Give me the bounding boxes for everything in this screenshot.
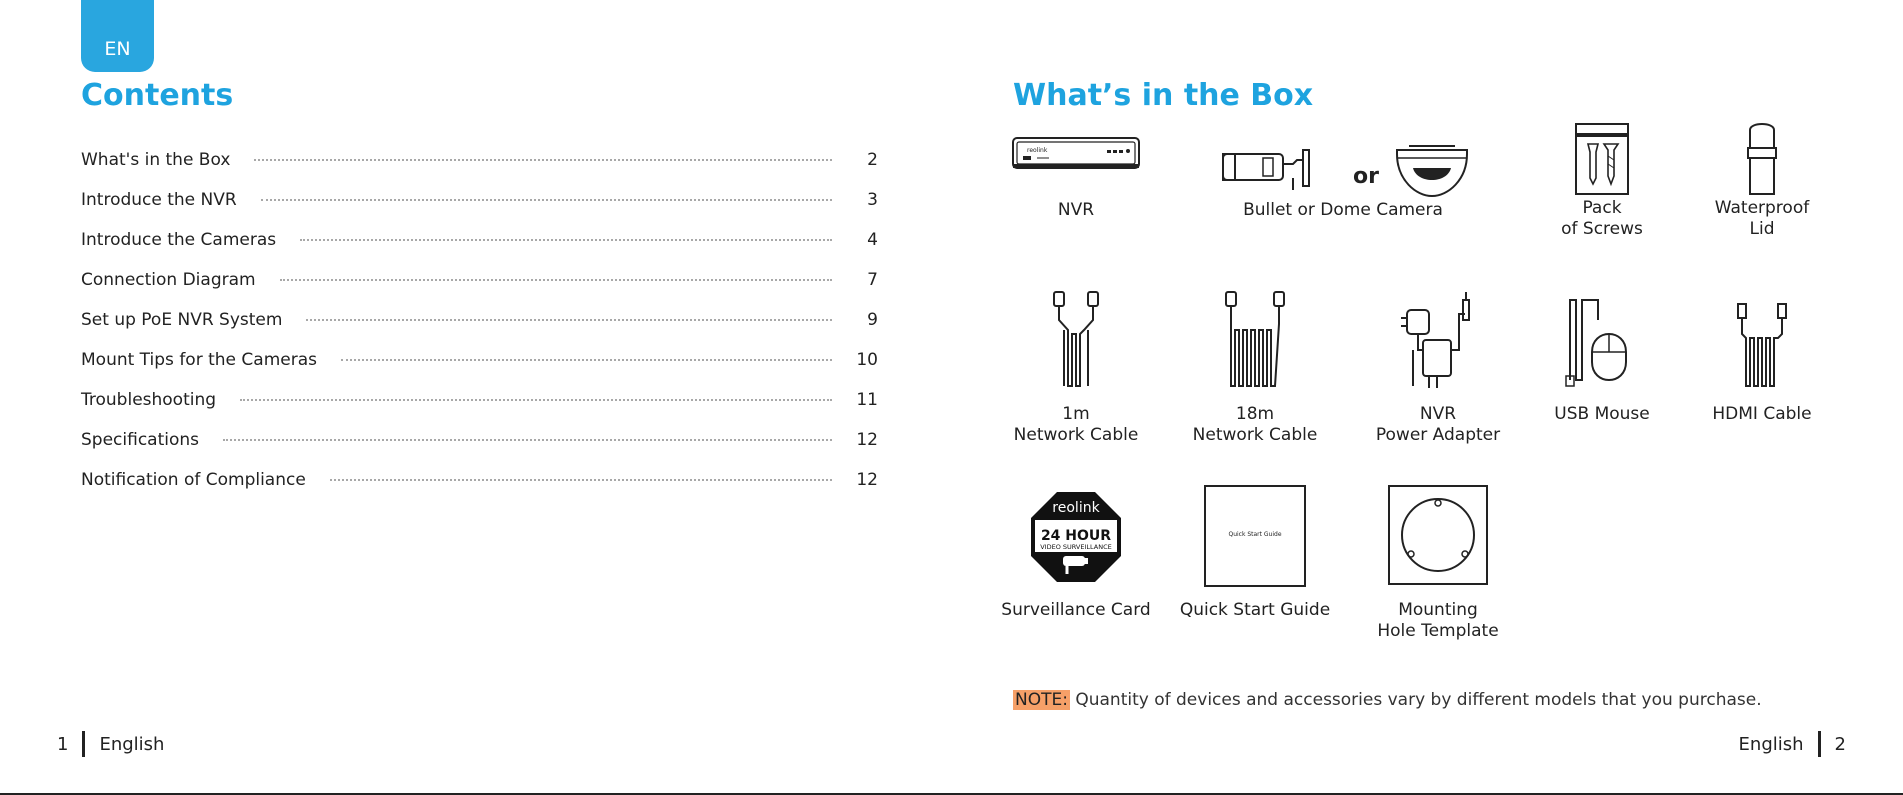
caption-1m-cable-1: 1m <box>1062 404 1090 424</box>
toc-label: What's in the Box <box>81 150 231 170</box>
caption-18m-cable-1: 18m <box>1235 404 1275 424</box>
caption-template-2: Hole Template <box>1377 621 1499 641</box>
toc-leader-dots <box>254 159 832 161</box>
caption-card: Surveillance Card <box>1001 600 1151 620</box>
caption-guide: Quick Start Guide <box>1179 600 1331 620</box>
item-18m-network-cable <box>1160 290 1350 446</box>
note <box>1013 690 1762 710</box>
caption-screws-2: of Screws <box>1561 219 1643 239</box>
footer-divider-left <box>82 731 85 757</box>
lid-icon <box>1742 118 1782 198</box>
toc-page-number: 10 <box>856 350 878 370</box>
toc-label: Mount Tips for the Cameras <box>81 350 317 370</box>
toc-label: Connection Diagram <box>81 270 256 290</box>
guide-inner-text: Quick Start Guide <box>1228 531 1282 538</box>
toc-label: Introduce the Cameras <box>81 230 277 250</box>
caption-hdmi: HDMI Cable <box>1712 404 1812 424</box>
caption-adapter-1: NVR <box>1419 404 1457 424</box>
toc-page-number: 12 <box>856 430 878 450</box>
toc-leader-dots <box>330 479 832 481</box>
network-cable-icon <box>1220 290 1290 390</box>
toc-label: Specifications <box>81 430 200 450</box>
item-power-adapter <box>1343 290 1533 446</box>
toc-page-number: 3 <box>867 190 878 210</box>
or-text: or <box>1353 164 1379 189</box>
item-surveillance-card <box>981 490 1171 621</box>
toc-leader-dots <box>223 439 832 441</box>
toc-label: Set up PoE NVR System <box>81 310 283 330</box>
toc-leader-dots <box>300 239 832 241</box>
toc-row[interactable] <box>81 190 878 230</box>
toc-page-number: 12 <box>856 470 878 490</box>
toc-label: Troubleshooting <box>81 390 217 410</box>
toc-leader-dots <box>341 359 832 361</box>
toc-leader-dots <box>280 279 832 281</box>
card-brand-text: reolink <box>1052 500 1100 516</box>
power-adapter-icon <box>1393 290 1483 390</box>
item-nvr <box>981 118 1171 221</box>
box-contents-title: What’s in the Box <box>1013 78 1314 113</box>
note-text: Quantity of devices and accessories vary by different models that you purchase. <box>1069 690 1762 710</box>
caption-template-1: Mounting <box>1398 600 1478 620</box>
toc-page-number: 7 <box>867 270 878 290</box>
guide-icon <box>1203 484 1307 588</box>
template-icon <box>1387 484 1489 586</box>
item-lid <box>1667 118 1857 240</box>
nvr-logo-text: reolink <box>1027 147 1048 154</box>
toc-row[interactable] <box>81 230 878 270</box>
mouse-icon <box>1562 290 1642 390</box>
toc-page-number: 9 <box>867 310 878 330</box>
contents-title: Contents <box>81 78 234 113</box>
caption-nvr: NVR <box>1057 200 1095 220</box>
item-1m-network-cable <box>981 290 1171 446</box>
table-of-contents <box>81 150 878 510</box>
caption-mouse: USB Mouse <box>1554 404 1650 424</box>
toc-row[interactable] <box>81 150 878 190</box>
nvr-icon <box>1011 118 1141 184</box>
camera-icon <box>1213 118 1473 200</box>
caption-camera: Bullet or Dome Camera <box>1243 200 1443 220</box>
footer-left <box>57 731 164 757</box>
caption-1m-cable-2: Network Cable <box>1013 425 1139 445</box>
screws-icon <box>1574 118 1630 198</box>
hdmi-cable-icon <box>1732 290 1792 390</box>
language-tab-label: EN <box>104 38 131 60</box>
toc-row[interactable] <box>81 310 878 350</box>
toc-leader-dots <box>306 319 832 321</box>
card-subline-text: VIDEO SURVEILLANCE <box>1040 543 1112 551</box>
toc-row[interactable] <box>81 270 878 310</box>
footer-language-left: English <box>99 733 165 755</box>
item-hdmi-cable <box>1667 290 1857 425</box>
caption-lid-1: Waterproof <box>1714 198 1810 218</box>
surveillance-card-icon <box>1029 490 1123 584</box>
footer-right <box>1739 731 1846 757</box>
caption-18m-cable-2: Network Cable <box>1192 425 1318 445</box>
toc-page-number: 11 <box>856 390 878 410</box>
toc-leader-dots <box>240 399 832 401</box>
toc-row[interactable] <box>81 430 878 470</box>
caption-adapter-2: Power Adapter <box>1375 425 1501 445</box>
page-number-left: 1 <box>57 733 69 755</box>
toc-label: Notification of Compliance <box>81 470 306 490</box>
card-headline-text: 24 HOUR <box>1040 528 1112 544</box>
item-mounting-template <box>1343 484 1533 642</box>
network-cable-icon <box>1046 290 1106 390</box>
language-tab <box>81 0 154 72</box>
toc-row[interactable] <box>81 350 878 390</box>
item-quick-start-guide <box>1160 484 1350 621</box>
footer-language-right: English <box>1738 733 1804 755</box>
toc-row[interactable] <box>81 390 878 430</box>
caption-screws-1: Pack <box>1582 198 1622 218</box>
toc-row[interactable] <box>81 470 878 510</box>
page-number-right: 2 <box>1834 733 1846 755</box>
toc-leader-dots <box>261 199 832 201</box>
footer-divider-right <box>1818 731 1821 757</box>
note-tag: NOTE: <box>1015 690 1068 710</box>
item-camera <box>1208 118 1478 221</box>
toc-page-number: 2 <box>867 150 878 170</box>
toc-label: Introduce the NVR <box>81 190 237 210</box>
caption-lid-2: Lid <box>1749 219 1775 239</box>
toc-page-number: 4 <box>867 230 878 250</box>
